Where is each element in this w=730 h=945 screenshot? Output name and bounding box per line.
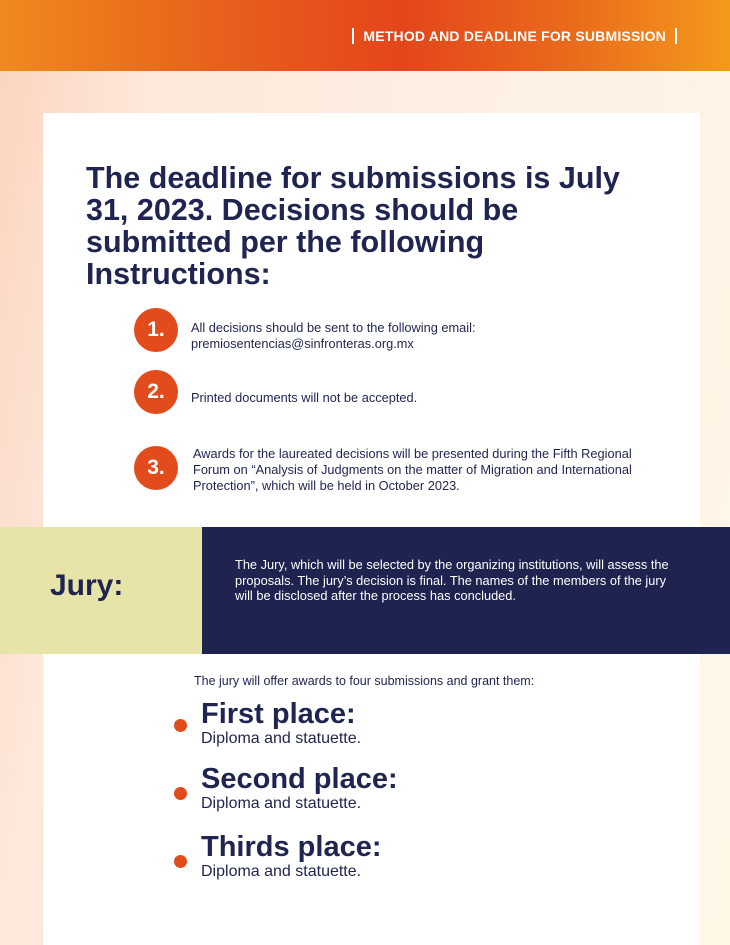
section-title-text: METHOD AND DEADLINE FOR SUBMISSION: [363, 28, 666, 44]
step-text-1: All decisions should be sent to the following email: premiosentencias@sinfronteras.org.mx: [191, 320, 476, 351]
jury-section: [0, 527, 730, 654]
step-text-3: Awards for the laureated decisions will be presented during the Fifth Regional Forum on “Analysis of Judgments on the matter of Migration and International Protection”, which will be held in October 2023.: [193, 446, 632, 493]
award-place: Thirds place:: [201, 831, 382, 863]
section-title: [343, 28, 686, 44]
step-number-1: 1.: [134, 308, 178, 352]
step-number-2: 2.: [134, 370, 178, 414]
jury-description: The Jury, which will be selected by the organizing institutions, will assess the proposals. The jury’s decision is final. The names of the members of the jury will be disclosed after the process has concluded.: [235, 557, 669, 603]
step-text-2: Printed documents will not be accepted.: [191, 390, 418, 405]
award-prize: Diploma and statuette.: [201, 795, 362, 812]
award-place: Second place:: [201, 763, 398, 795]
award-prize: Diploma and statuette.: [201, 863, 362, 880]
bullet-icon: [174, 855, 187, 868]
page-title: The deadline for submissions is July 31, 2023. Decisions should be submitted per the following Instructions:: [86, 161, 620, 291]
jury-heading: Jury:: [50, 569, 124, 602]
award-prize: Diploma and statuette.: [201, 730, 362, 747]
step-number-3: 3.: [134, 446, 178, 490]
bullet-icon: [174, 787, 187, 800]
awards-intro: The jury will offer awards to four submissions and grant them:: [194, 674, 535, 688]
divider: [675, 28, 677, 44]
award-place: First place:: [201, 698, 356, 730]
jury-label-panel: [0, 527, 202, 654]
bullet-icon: [174, 719, 187, 732]
header-banner: [0, 0, 730, 71]
divider: [352, 28, 354, 44]
jury-description-panel: [202, 527, 730, 654]
